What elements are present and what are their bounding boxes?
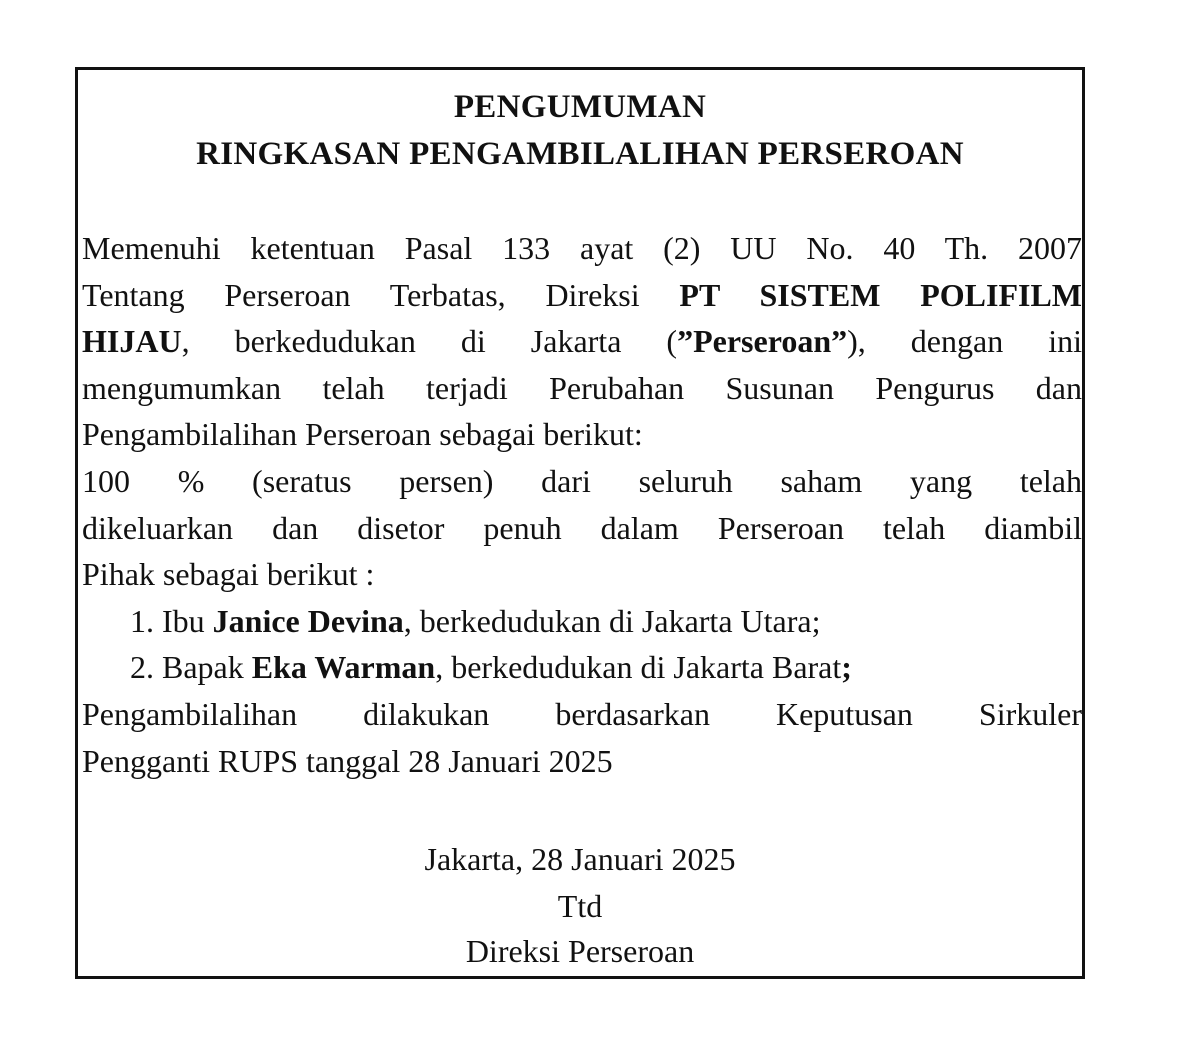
body-text-fragment: ), dengan ini xyxy=(847,323,1082,360)
announcement-body xyxy=(82,225,1082,784)
person-name: Janice Devina xyxy=(212,602,404,639)
body-line: 100 % (seratus persen) dari seluruh saham yang telah xyxy=(82,462,1082,499)
list-item-suffix: , berkedudukan di Jakarta Barat xyxy=(435,649,842,686)
signature-place-date: Jakarta, 28 Januari 2025 xyxy=(424,841,736,877)
body-line xyxy=(82,272,1082,319)
company-name: PT SISTEM POLIFILM xyxy=(679,276,1082,313)
body-line xyxy=(82,318,1082,365)
list-item-suffix: , berkedudukan di Jakarta Utara; xyxy=(403,602,821,639)
body-line: Memenuhi ketentuan Pasal 133 ayat (2) UU No. 40 Th. 2007 xyxy=(82,230,1082,266)
announcement-subtitle: RINGKASAN PENGAMBILALIHAN PERSEROAN xyxy=(196,136,964,172)
body-line: Pengganti RUPS tanggal 28 Januari 2025 xyxy=(82,742,613,779)
list-item xyxy=(82,598,1082,645)
signature-ttd: Ttd xyxy=(557,888,603,924)
list-item-prefix: 2. Bapak xyxy=(130,649,252,686)
company-name-continued: HIJAU xyxy=(82,323,182,360)
body-line: Pengambilalihan Perseroan sebagai berikut: xyxy=(82,416,643,453)
body-line: Pihak sebagai berikut : xyxy=(82,556,375,593)
announcement-box xyxy=(75,67,1085,979)
body-line: dikeluarkan dan disetor penuh dalam Perseroan telah diambil xyxy=(82,509,1082,546)
signature-signer: Direksi Perseroan xyxy=(465,933,695,969)
body-text-fragment: Tentang Perseroan Terbatas, Direksi xyxy=(82,276,680,313)
list-item-end: ; xyxy=(841,649,852,686)
body-text-fragment: , berkedudukan di Jakarta ( xyxy=(181,323,678,360)
perseroan-term: ”Perseroan” xyxy=(677,323,848,360)
list-item xyxy=(82,644,1082,691)
person-name: Eka Warman xyxy=(251,649,436,686)
body-line: Pengambilalihan dilakukan berdasarkan Keputusan Sirkuler xyxy=(82,695,1082,732)
list-item-prefix: 1. Ibu xyxy=(130,602,213,639)
body-line: mengumumkan telah terjadi Perubahan Susunan Pengurus dan xyxy=(82,369,1082,406)
announcement-title: PENGUMUMAN xyxy=(453,89,707,125)
